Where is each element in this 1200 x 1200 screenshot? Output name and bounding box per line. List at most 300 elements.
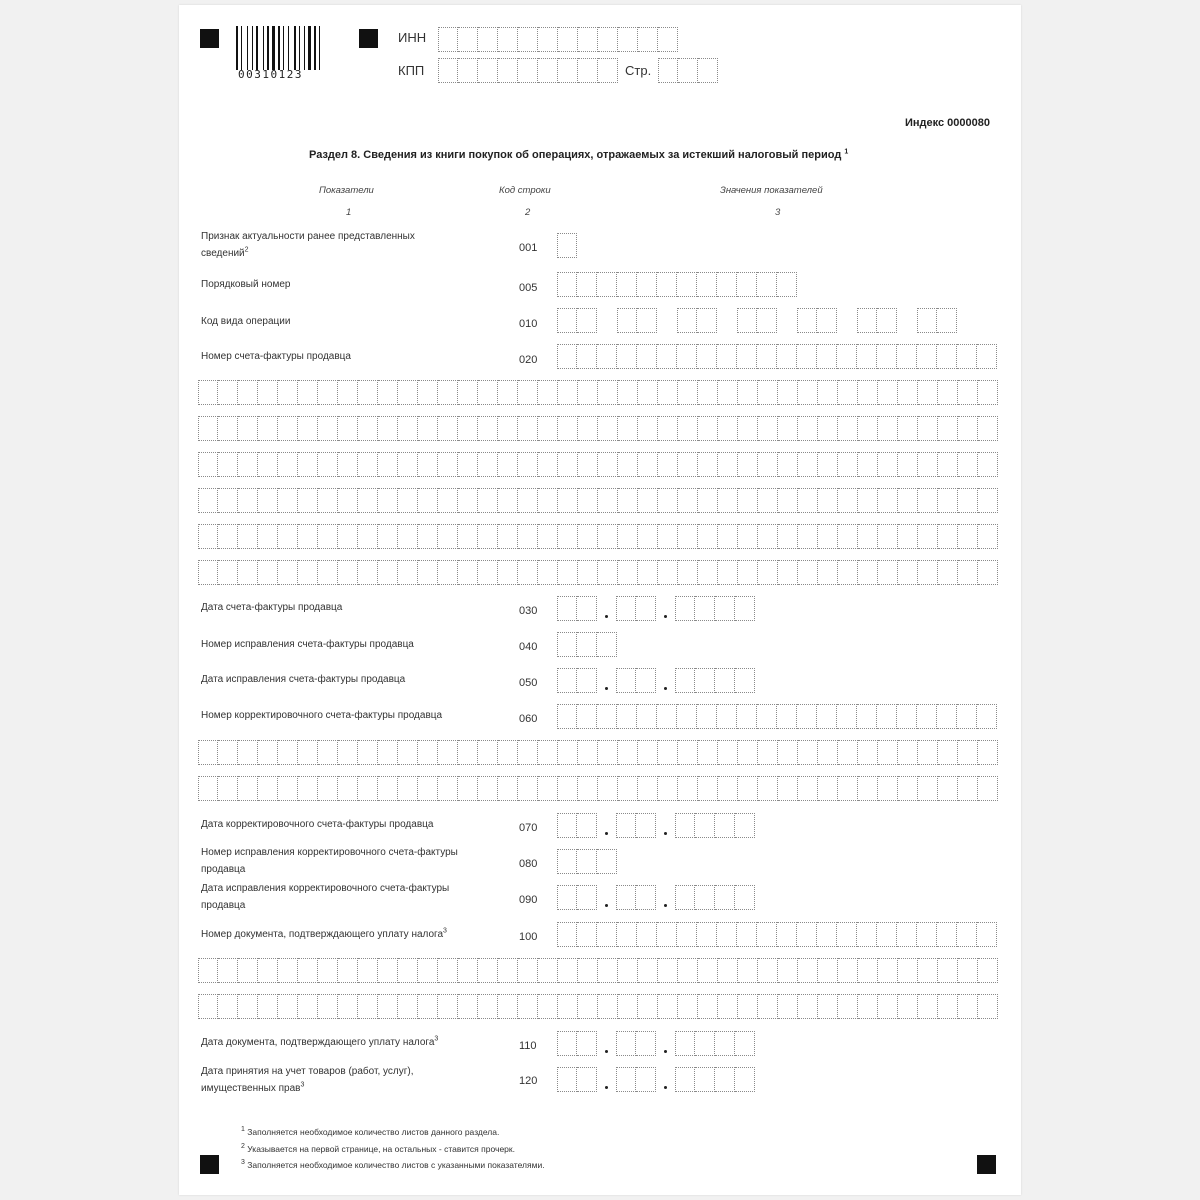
input-cell[interactable] (818, 524, 838, 549)
input-cell[interactable] (318, 958, 338, 983)
input-cell[interactable] (578, 452, 598, 477)
input-cell[interactable] (817, 922, 837, 947)
input-cell[interactable] (737, 308, 757, 333)
input-cell[interactable] (798, 416, 818, 441)
input-cell[interactable] (897, 922, 917, 947)
input-cell[interactable] (757, 308, 777, 333)
input-cell[interactable] (718, 452, 738, 477)
input-cell[interactable] (538, 958, 558, 983)
input-cell[interactable] (358, 994, 378, 1019)
input-cell[interactable] (698, 994, 718, 1019)
input-cell[interactable] (918, 416, 938, 441)
input-cell[interactable] (198, 740, 218, 765)
input-cell[interactable] (618, 958, 638, 983)
input-cell[interactable] (558, 776, 578, 801)
input-cell[interactable] (238, 560, 258, 585)
input-cell[interactable] (678, 380, 698, 405)
input-cell[interactable] (778, 560, 798, 585)
input-cell[interactable] (837, 704, 857, 729)
input-cell[interactable] (478, 416, 498, 441)
input-cell[interactable] (937, 344, 957, 369)
input-cell[interactable] (418, 740, 438, 765)
input-cell[interactable] (358, 560, 378, 585)
input-cell[interactable] (498, 416, 518, 441)
input-cell[interactable] (818, 958, 838, 983)
input-cell[interactable] (518, 27, 538, 52)
row-030-date-field[interactable] (557, 596, 755, 621)
row-005-field[interactable] (557, 272, 797, 297)
input-cell[interactable] (918, 488, 938, 513)
input-cell[interactable] (838, 524, 858, 549)
input-cell[interactable] (717, 922, 737, 947)
input-cell[interactable] (758, 488, 778, 513)
input-cell[interactable] (877, 344, 897, 369)
input-cell[interactable] (558, 958, 578, 983)
input-cell[interactable] (777, 272, 797, 297)
input-cell[interactable] (778, 958, 798, 983)
input-cell[interactable] (878, 488, 898, 513)
input-cell[interactable] (658, 740, 678, 765)
input-cell[interactable] (378, 994, 398, 1019)
input-cell[interactable] (577, 885, 597, 910)
input-cell[interactable] (557, 632, 577, 657)
input-cell[interactable] (838, 380, 858, 405)
input-cell[interactable] (458, 27, 478, 52)
row-070-date-field[interactable] (557, 813, 755, 838)
input-cell[interactable] (857, 922, 877, 947)
input-cell[interactable] (498, 452, 518, 477)
input-cell[interactable] (278, 994, 298, 1019)
input-cell[interactable] (638, 994, 658, 1019)
input-cell[interactable] (578, 416, 598, 441)
input-cell[interactable] (675, 1067, 695, 1092)
input-cell[interactable] (616, 1031, 636, 1056)
input-cell[interactable] (918, 380, 938, 405)
input-cell[interactable] (618, 524, 638, 549)
input-cell[interactable] (298, 416, 318, 441)
input-cell[interactable] (238, 994, 258, 1019)
input-cell[interactable] (837, 922, 857, 947)
input-cell[interactable] (658, 776, 678, 801)
input-cell[interactable] (518, 994, 538, 1019)
input-cell[interactable] (977, 344, 997, 369)
input-cell[interactable] (617, 272, 637, 297)
input-cell[interactable] (818, 416, 838, 441)
input-cell[interactable] (558, 58, 578, 83)
row-040-field[interactable] (557, 632, 617, 657)
input-cell[interactable] (718, 958, 738, 983)
input-cell[interactable] (636, 668, 656, 693)
input-cell[interactable] (577, 1067, 597, 1092)
input-cell[interactable] (358, 452, 378, 477)
input-cell[interactable] (978, 488, 998, 513)
input-cell[interactable] (538, 452, 558, 477)
input-cell[interactable] (617, 308, 637, 333)
input-cell[interactable] (618, 416, 638, 441)
input-cell[interactable] (695, 1067, 715, 1092)
input-cell[interactable] (378, 452, 398, 477)
input-cell[interactable] (637, 272, 657, 297)
input-cell[interactable] (737, 704, 757, 729)
input-cell[interactable] (558, 380, 578, 405)
input-cell[interactable] (338, 524, 358, 549)
input-cell[interactable] (898, 958, 918, 983)
input-cell[interactable] (757, 272, 777, 297)
input-cell[interactable] (695, 1031, 715, 1056)
input-cell[interactable] (438, 740, 458, 765)
input-cell[interactable] (758, 416, 778, 441)
input-cell[interactable] (938, 416, 958, 441)
input-cell[interactable] (557, 1031, 577, 1056)
input-cell[interactable] (958, 958, 978, 983)
input-cell[interactable] (318, 994, 338, 1019)
input-cell[interactable] (797, 308, 817, 333)
input-cell[interactable] (438, 994, 458, 1019)
input-cell[interactable] (858, 488, 878, 513)
input-cell[interactable] (577, 596, 597, 621)
input-cell[interactable] (438, 58, 458, 83)
row-020-field-line6[interactable] (198, 524, 998, 549)
input-cell[interactable] (578, 776, 598, 801)
input-cell[interactable] (738, 488, 758, 513)
input-cell[interactable] (838, 994, 858, 1019)
input-cell[interactable] (675, 885, 695, 910)
input-cell[interactable] (298, 560, 318, 585)
input-cell[interactable] (616, 668, 636, 693)
input-cell[interactable] (478, 994, 498, 1019)
input-cell[interactable] (938, 452, 958, 477)
input-cell[interactable] (358, 524, 378, 549)
input-cell[interactable] (258, 776, 278, 801)
input-cell[interactable] (518, 488, 538, 513)
input-cell[interactable] (218, 488, 238, 513)
input-cell[interactable] (398, 776, 418, 801)
input-cell[interactable] (258, 524, 278, 549)
input-cell[interactable] (218, 416, 238, 441)
input-cell[interactable] (735, 813, 755, 838)
input-cell[interactable] (558, 452, 578, 477)
input-cell[interactable] (758, 776, 778, 801)
input-cell[interactable] (198, 524, 218, 549)
input-cell[interactable] (398, 994, 418, 1019)
input-cell[interactable] (658, 452, 678, 477)
row-020-field-line4[interactable] (198, 452, 998, 477)
input-cell[interactable] (498, 380, 518, 405)
input-cell[interactable] (577, 922, 597, 947)
input-cell[interactable] (518, 416, 538, 441)
input-cell[interactable] (658, 524, 678, 549)
input-cell[interactable] (897, 344, 917, 369)
input-cell[interactable] (858, 380, 878, 405)
input-cell[interactable] (757, 344, 777, 369)
input-cell[interactable] (758, 452, 778, 477)
input-cell[interactable] (338, 776, 358, 801)
input-cell[interactable] (677, 922, 697, 947)
input-cell[interactable] (737, 272, 757, 297)
input-cell[interactable] (638, 452, 658, 477)
input-cell[interactable] (398, 740, 418, 765)
input-cell[interactable] (978, 776, 998, 801)
input-cell[interactable] (918, 560, 938, 585)
input-cell[interactable] (735, 885, 755, 910)
input-cell[interactable] (298, 524, 318, 549)
input-cell[interactable] (558, 560, 578, 585)
input-cell[interactable] (918, 524, 938, 549)
input-cell[interactable] (658, 958, 678, 983)
input-cell[interactable] (858, 994, 878, 1019)
input-cell[interactable] (558, 488, 578, 513)
input-cell[interactable] (718, 416, 738, 441)
input-cell[interactable] (318, 488, 338, 513)
input-cell[interactable] (698, 776, 718, 801)
input-cell[interactable] (278, 740, 298, 765)
input-cell[interactable] (978, 380, 998, 405)
input-cell[interactable] (778, 524, 798, 549)
input-cell[interactable] (978, 452, 998, 477)
input-cell[interactable] (818, 488, 838, 513)
input-cell[interactable] (338, 740, 358, 765)
input-cell[interactable] (557, 813, 577, 838)
input-cell[interactable] (738, 740, 758, 765)
input-cell[interactable] (717, 704, 737, 729)
input-cell[interactable] (618, 740, 638, 765)
input-cell[interactable] (218, 452, 238, 477)
input-cell[interactable] (578, 994, 598, 1019)
input-cell[interactable] (718, 560, 738, 585)
input-cell[interactable] (498, 994, 518, 1019)
input-cell[interactable] (715, 668, 735, 693)
input-cell[interactable] (858, 524, 878, 549)
input-cell[interactable] (898, 416, 918, 441)
input-cell[interactable] (715, 1067, 735, 1092)
input-cell[interactable] (218, 994, 238, 1019)
input-cell[interactable] (758, 380, 778, 405)
input-cell[interactable] (838, 560, 858, 585)
input-cell[interactable] (718, 776, 738, 801)
page-number-field[interactable] (658, 58, 718, 83)
input-cell[interactable] (917, 308, 937, 333)
input-cell[interactable] (858, 416, 878, 441)
input-cell[interactable] (618, 776, 638, 801)
input-cell[interactable] (218, 958, 238, 983)
input-cell[interactable] (636, 813, 656, 838)
input-cell[interactable] (577, 849, 597, 874)
input-cell[interactable] (518, 58, 538, 83)
input-cell[interactable] (538, 416, 558, 441)
input-cell[interactable] (618, 380, 638, 405)
input-cell[interactable] (878, 740, 898, 765)
input-cell[interactable] (398, 452, 418, 477)
input-cell[interactable] (238, 380, 258, 405)
input-cell[interactable] (757, 922, 777, 947)
input-cell[interactable] (258, 416, 278, 441)
input-cell[interactable] (697, 272, 717, 297)
input-cell[interactable] (957, 344, 977, 369)
input-cell[interactable] (958, 416, 978, 441)
input-cell[interactable] (358, 958, 378, 983)
input-cell[interactable] (735, 1067, 755, 1092)
input-cell[interactable] (898, 994, 918, 1019)
input-cell[interactable] (738, 416, 758, 441)
input-cell[interactable] (938, 560, 958, 585)
input-cell[interactable] (777, 922, 797, 947)
input-cell[interactable] (438, 452, 458, 477)
input-cell[interactable] (498, 488, 518, 513)
input-cell[interactable] (258, 488, 278, 513)
input-cell[interactable] (738, 994, 758, 1019)
input-cell[interactable] (578, 740, 598, 765)
input-cell[interactable] (278, 488, 298, 513)
input-cell[interactable] (577, 632, 597, 657)
input-cell[interactable] (695, 596, 715, 621)
input-cell[interactable] (298, 488, 318, 513)
input-cell[interactable] (958, 776, 978, 801)
input-cell[interactable] (677, 272, 697, 297)
input-cell[interactable] (677, 344, 697, 369)
input-cell[interactable] (298, 740, 318, 765)
input-cell[interactable] (718, 740, 738, 765)
input-cell[interactable] (838, 488, 858, 513)
input-cell[interactable] (418, 452, 438, 477)
input-cell[interactable] (917, 704, 937, 729)
input-cell[interactable] (618, 488, 638, 513)
input-cell[interactable] (338, 958, 358, 983)
input-cell[interactable] (757, 704, 777, 729)
row-020-field-line5[interactable] (198, 488, 998, 513)
input-cell[interactable] (578, 27, 598, 52)
input-cell[interactable] (598, 488, 618, 513)
input-cell[interactable] (538, 27, 558, 52)
input-cell[interactable] (238, 740, 258, 765)
input-cell[interactable] (338, 452, 358, 477)
input-cell[interactable] (598, 560, 618, 585)
input-cell[interactable] (735, 1031, 755, 1056)
input-cell[interactable] (978, 416, 998, 441)
row-090-date-field[interactable] (557, 885, 755, 910)
input-cell[interactable] (818, 994, 838, 1019)
input-cell[interactable] (458, 58, 478, 83)
input-cell[interactable] (917, 344, 937, 369)
input-cell[interactable] (597, 704, 617, 729)
input-cell[interactable] (438, 488, 458, 513)
input-cell[interactable] (218, 740, 238, 765)
input-cell[interactable] (338, 994, 358, 1019)
input-cell[interactable] (597, 849, 617, 874)
input-cell[interactable] (518, 560, 538, 585)
input-cell[interactable] (378, 958, 398, 983)
row-020-field[interactable] (557, 344, 997, 369)
input-cell[interactable] (578, 488, 598, 513)
input-cell[interactable] (877, 704, 897, 729)
input-cell[interactable] (695, 668, 715, 693)
input-cell[interactable] (977, 704, 997, 729)
input-cell[interactable] (637, 922, 657, 947)
input-cell[interactable] (378, 488, 398, 513)
input-cell[interactable] (858, 776, 878, 801)
input-cell[interactable] (438, 560, 458, 585)
input-cell[interactable] (898, 380, 918, 405)
input-cell[interactable] (658, 994, 678, 1019)
input-cell[interactable] (715, 596, 735, 621)
input-cell[interactable] (577, 704, 597, 729)
input-cell[interactable] (358, 416, 378, 441)
input-cell[interactable] (598, 994, 618, 1019)
input-cell[interactable] (735, 596, 755, 621)
input-cell[interactable] (938, 994, 958, 1019)
input-cell[interactable] (636, 1067, 656, 1092)
input-cell[interactable] (598, 524, 618, 549)
input-cell[interactable] (498, 560, 518, 585)
input-cell[interactable] (938, 380, 958, 405)
input-cell[interactable] (278, 524, 298, 549)
input-cell[interactable] (798, 524, 818, 549)
input-cell[interactable] (278, 776, 298, 801)
input-cell[interactable] (838, 958, 858, 983)
row-100-field[interactable] (557, 922, 997, 947)
input-cell[interactable] (797, 922, 817, 947)
input-cell[interactable] (958, 452, 978, 477)
input-cell[interactable] (858, 560, 878, 585)
input-cell[interactable] (878, 994, 898, 1019)
input-cell[interactable] (678, 994, 698, 1019)
input-cell[interactable] (878, 776, 898, 801)
input-cell[interactable] (778, 452, 798, 477)
input-cell[interactable] (358, 488, 378, 513)
input-cell[interactable] (838, 776, 858, 801)
input-cell[interactable] (557, 704, 577, 729)
input-cell[interactable] (698, 452, 718, 477)
input-cell[interactable] (398, 380, 418, 405)
input-cell[interactable] (658, 58, 678, 83)
input-cell[interactable] (678, 560, 698, 585)
input-cell[interactable] (738, 776, 758, 801)
input-cell[interactable] (637, 344, 657, 369)
input-cell[interactable] (578, 380, 598, 405)
input-cell[interactable] (797, 344, 817, 369)
input-cell[interactable] (877, 308, 897, 333)
input-cell[interactable] (818, 776, 838, 801)
input-cell[interactable] (778, 994, 798, 1019)
input-cell[interactable] (557, 1067, 577, 1092)
input-cell[interactable] (978, 994, 998, 1019)
input-cell[interactable] (597, 344, 617, 369)
row-050-date-field[interactable] (557, 668, 755, 693)
input-cell[interactable] (597, 272, 617, 297)
input-cell[interactable] (518, 958, 538, 983)
input-cell[interactable] (258, 958, 278, 983)
input-cell[interactable] (838, 416, 858, 441)
input-cell[interactable] (318, 740, 338, 765)
input-cell[interactable] (258, 380, 278, 405)
input-cell[interactable] (797, 704, 817, 729)
input-cell[interactable] (877, 922, 897, 947)
input-cell[interactable] (557, 849, 577, 874)
input-cell[interactable] (798, 740, 818, 765)
input-cell[interactable] (918, 776, 938, 801)
input-cell[interactable] (878, 452, 898, 477)
input-cell[interactable] (238, 488, 258, 513)
input-cell[interactable] (498, 740, 518, 765)
input-cell[interactable] (577, 344, 597, 369)
input-cell[interactable] (798, 380, 818, 405)
input-cell[interactable] (238, 416, 258, 441)
input-cell[interactable] (478, 58, 498, 83)
input-cell[interactable] (778, 740, 798, 765)
input-cell[interactable] (618, 452, 638, 477)
input-cell[interactable] (898, 452, 918, 477)
row-110-date-field[interactable] (557, 1031, 755, 1056)
input-cell[interactable] (557, 922, 577, 947)
